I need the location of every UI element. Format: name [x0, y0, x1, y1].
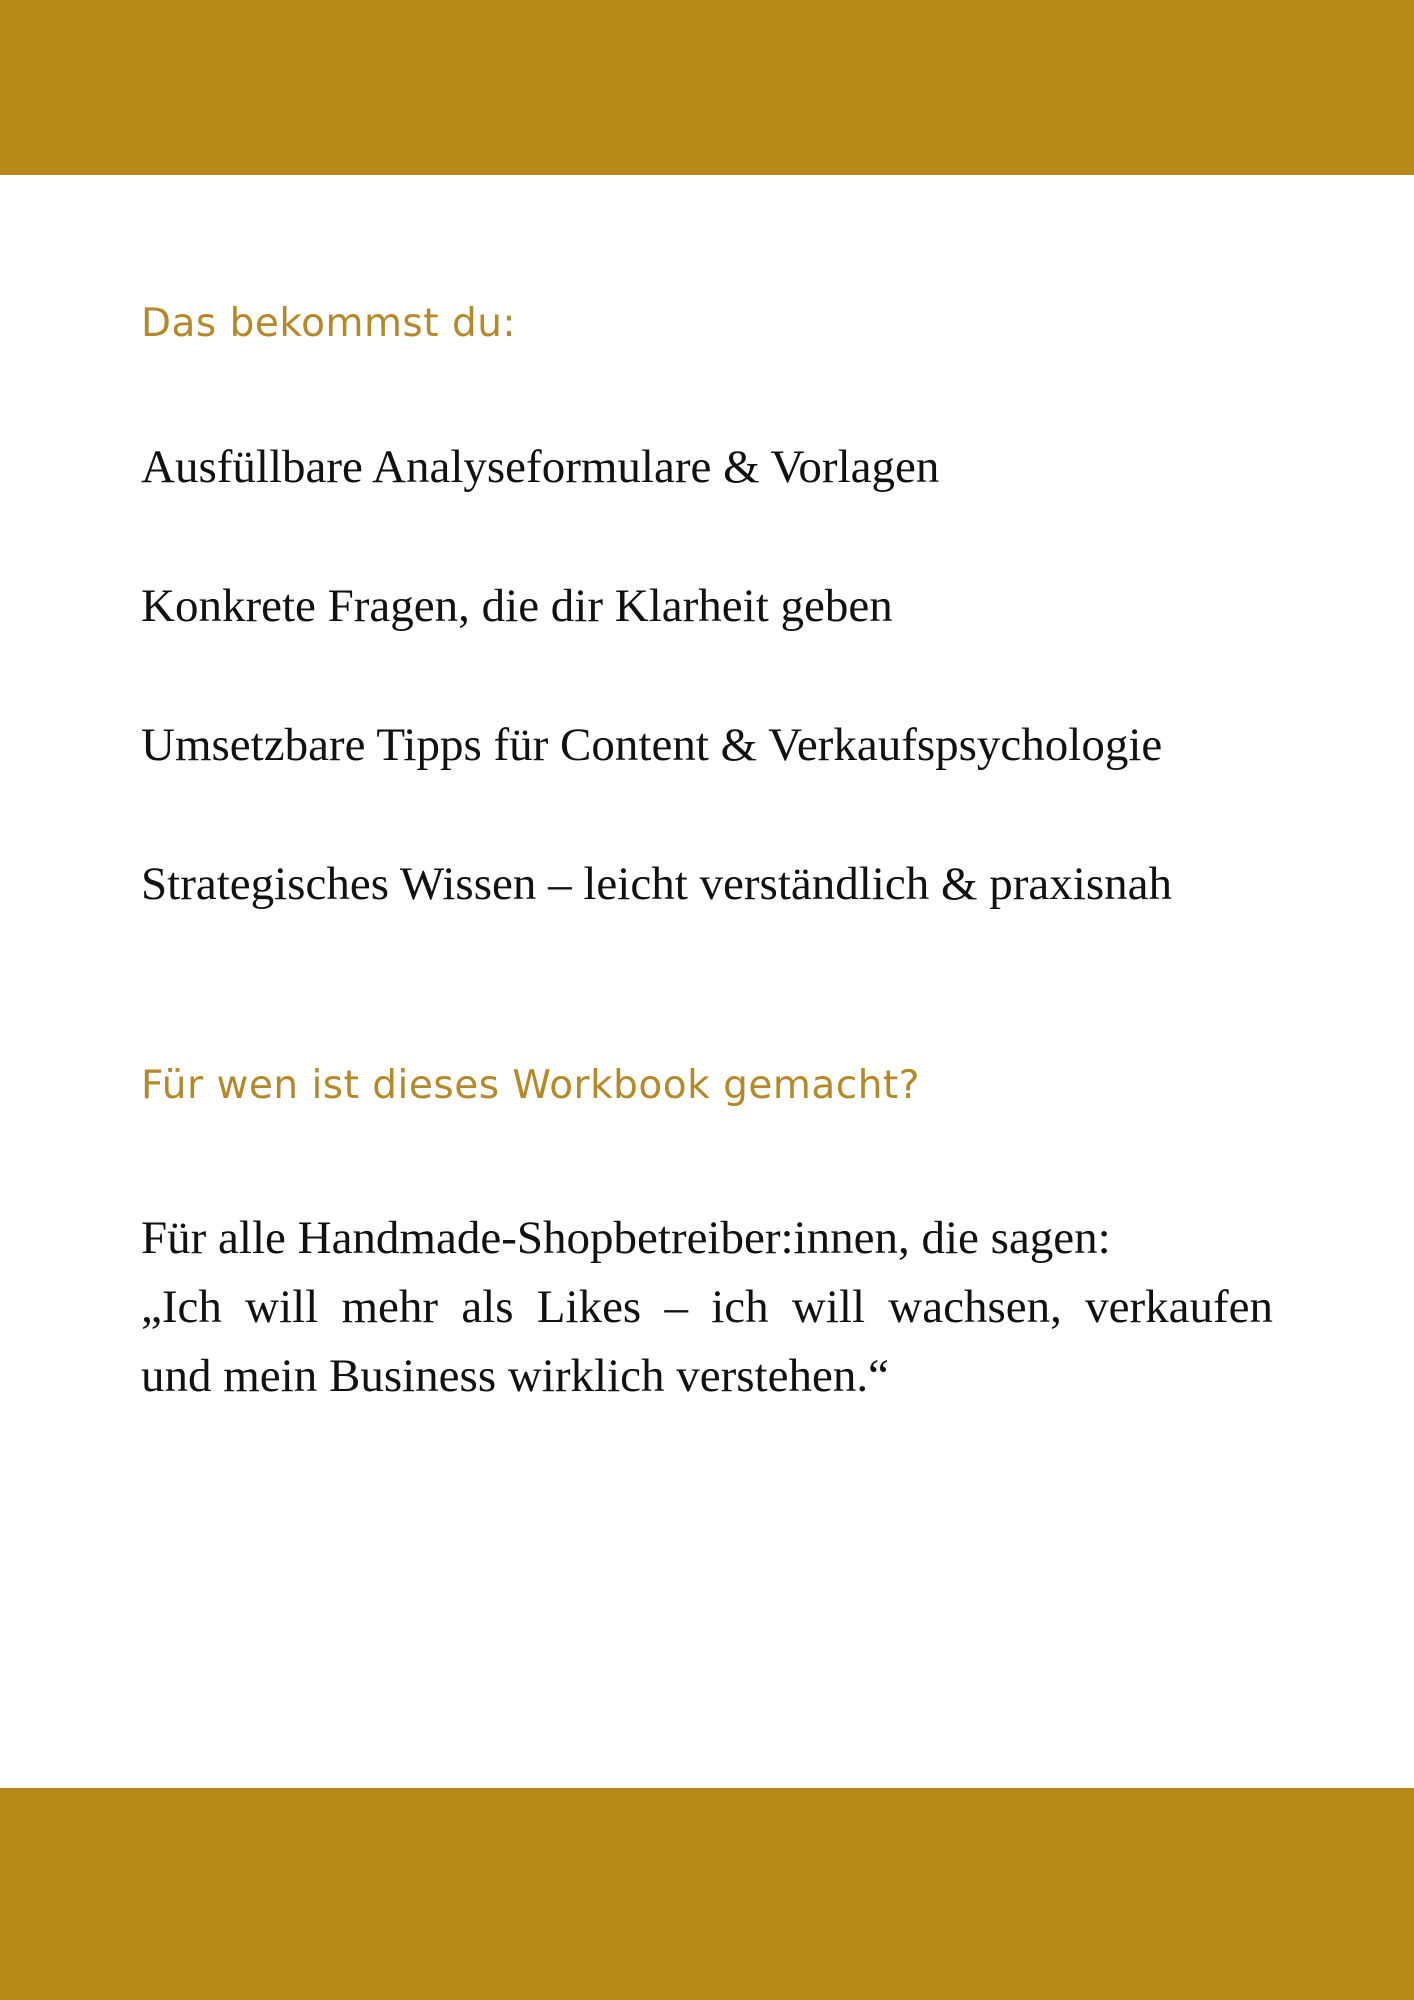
top-decorative-band [0, 0, 1414, 175]
benefit-item: Umsetzbare Tipps für Content & Verkaufspsychologie [141, 719, 1163, 771]
benefit-item: Strategisches Wissen – leicht verständlich & praxisnah [141, 858, 1172, 910]
audience-quote-line: „Ich will mehr als Likes – ich will wachsen, verkaufen [141, 1281, 1273, 1333]
audience-quote-line: und mein Business wirklich verstehen.“ [141, 1350, 889, 1402]
bottom-decorative-band [0, 1788, 1414, 2000]
section-heading-audience: Für wen ist dieses Workbook gemacht? [141, 1063, 920, 1108]
benefit-item: Konkrete Fragen, die dir Klarheit geben [141, 580, 893, 632]
audience-line: Für alle Handmade-Shopbetreiber:innen, die sagen: [141, 1212, 1111, 1264]
audience-paragraph [141, 1204, 1273, 1411]
section-heading-benefits: Das bekommst du: [141, 301, 517, 346]
benefit-item: Ausfüllbare Analyseformulare & Vorlagen [141, 441, 940, 493]
